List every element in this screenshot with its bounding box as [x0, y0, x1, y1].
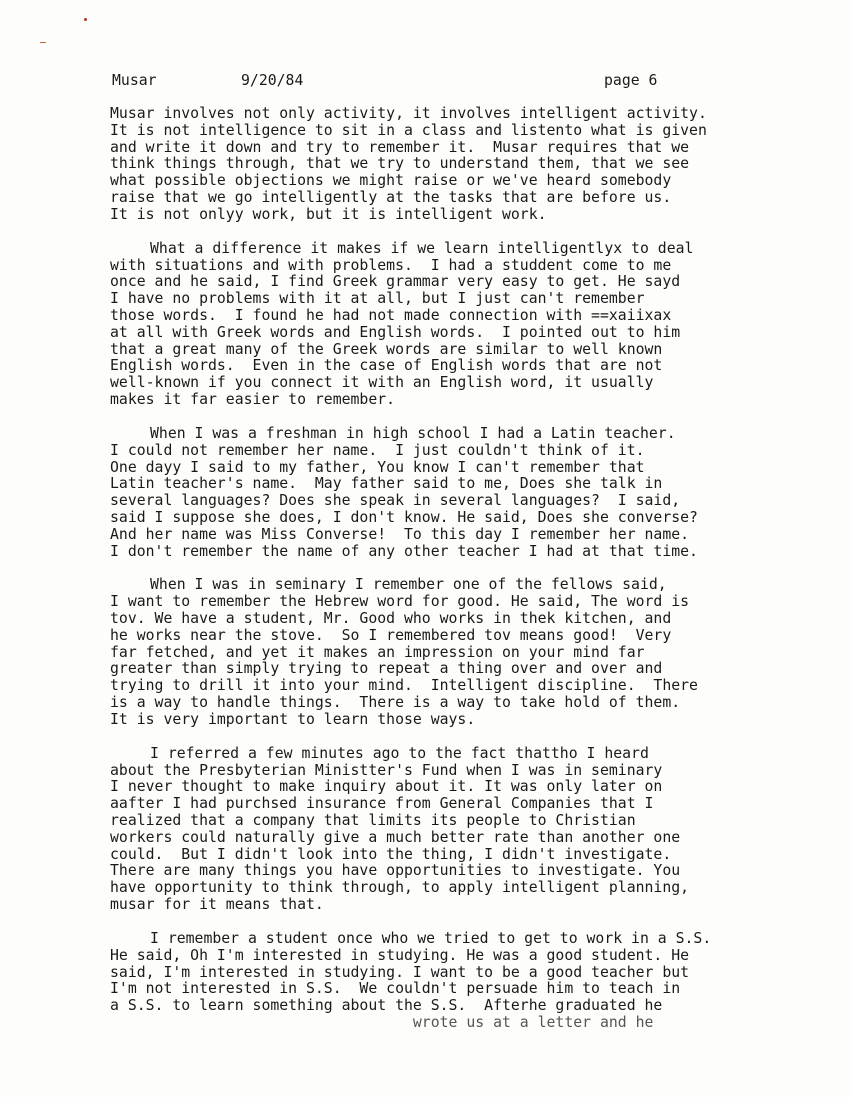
text-line: he works near the stove. So I remembered tov means good! Very [110, 626, 672, 644]
text-line: It is not onlyy work, but it is intelligent work. [110, 205, 547, 223]
text-line: When I was a freshman in high school I had a Latin teacher. [150, 424, 676, 442]
text-line: What a difference it makes if we learn intelligentlyx to deal [150, 239, 694, 257]
header-date: 9/20/84 [241, 72, 304, 89]
text-line: aafter I had purchsed insurance from General Companies that I [110, 795, 654, 813]
paragraph [110, 241, 820, 409]
text-line: makes it far easier to remember. [110, 390, 396, 408]
text-line: I'm not interested in S.S. We couldn't persuade him to teach in [110, 980, 681, 998]
text-line: I never thought to make inquiry about it. It was only later on [110, 778, 663, 796]
text-line: with situations and with problems. I had a studdent come to me [110, 256, 672, 274]
text-line: said I suppose she does, I don't know. He said, Does she converse? [110, 508, 698, 526]
text-line: trying to drill it into your mind. Intelligent discipline. There [110, 677, 698, 695]
text-line: wrote us at a letter and he [110, 1013, 654, 1031]
text-line: Latin teacher's name. May father said to me, Does she talk in [110, 475, 663, 493]
text-line: and write it down and try to remember it. Musar requires that we [110, 138, 690, 156]
page-header [112, 72, 752, 92]
text-line: said, I'm interested in studying. I want to be a good teacher but [110, 963, 690, 981]
text-line: what possible objections we might raise or we've heard somebody [110, 172, 672, 190]
text-line: realized that a company that limits its people to Christian [110, 812, 636, 830]
text-line: is a way to handle things. There is a way to take hold of them. [110, 694, 681, 712]
text-line: about the Presbyterian Ministter's Fund when I was in seminary [110, 761, 663, 779]
text-line: raise that we go intelligently at the tasks that are before us. [110, 188, 672, 206]
text-line: musar for it means that. [110, 896, 324, 914]
text-line: workers could naturally give a much better rate than another one [110, 828, 681, 846]
header-title: Musar [112, 72, 157, 89]
text-line: at all with Greek words and English words. I pointed out to him [110, 323, 681, 341]
text-line: a S.S. to learn something about the S.S. Afterhe graduated he [110, 997, 663, 1015]
text-line: think things through, that we try to understand them, that we see [110, 155, 690, 173]
text-line: English words. Even in the case of English words that are not [110, 357, 663, 375]
paragraph [110, 746, 820, 914]
text-line: greater than simply trying to repeat a thing over and over and [110, 660, 663, 678]
text-line: far fetched, and yet it makes an impression on your mind far [110, 643, 645, 661]
text-line: There are many things you have opportunities to investigate. You [110, 862, 681, 880]
text-line: It is not intelligence to sit in a class and listento what is given [110, 121, 707, 139]
text-line: I referred a few minutes ago to the fact thattho I heard [150, 744, 649, 762]
text-line: And her name was Miss Converse! To this day I remember her name. [110, 525, 690, 543]
text-line: that a great many of the Greek words are similar to well known [110, 340, 663, 358]
header-page-number: page 6 [604, 72, 658, 89]
ink-speck [84, 18, 87, 21]
text-line: tov. We have a student, Mr. Good who works in thek kitchen, and [110, 610, 672, 628]
text-line: Musar involves not only activity, it involves intelligent activity. [110, 105, 707, 122]
text-line: He said, Oh I'm interested in studying. He was a good student. He [110, 946, 690, 964]
text-line: I want to remember the Hebrew word for good. He said, The word is [110, 593, 690, 611]
paragraph [110, 577, 820, 728]
text-line: I remember a student once who we tried to get to work in a S.S. [150, 930, 712, 947]
paragraph [110, 426, 820, 560]
text-line: I could not remember her name. I just couldn't think of it. [110, 441, 645, 459]
document-body [110, 106, 820, 1040]
text-line: several languages? Does she speak in several languages? I said, [110, 492, 681, 510]
text-line: It is very important to learn those ways. [110, 710, 476, 728]
text-line: One dayy I said to my father, You know I can't remember that [110, 458, 645, 476]
text-line: When I was in seminary I remember one of the fellows said, [150, 576, 667, 594]
paragraph [110, 106, 820, 224]
text-line: those words. I found he had not made connection with ==xaiixax [110, 306, 672, 324]
text-line: once and he said, I find Greek grammar very easy to get. He sayd [110, 273, 681, 291]
text-line: have opportunity to think through, to apply intelligent planning, [110, 879, 690, 897]
text-line: I don't remember the name of any other teacher I had at that time. [110, 542, 698, 560]
text-line: well-known if you connect it with an English word, it usually [110, 374, 654, 392]
text-line: could. But I didn't look into the thing, I didn't investigate. [110, 845, 672, 863]
ink-speck [40, 42, 46, 43]
text-line: I have no problems with it at all, but I just can't remember [110, 290, 645, 308]
paragraph [110, 930, 820, 1031]
